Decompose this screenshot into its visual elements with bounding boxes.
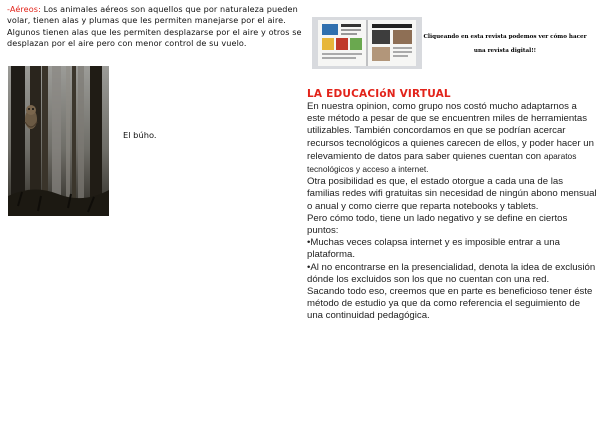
owl-forest-photo	[8, 66, 109, 216]
magazine-image-link[interactable]	[312, 17, 422, 69]
virtual-education-article	[307, 101, 597, 323]
opinion-text-tail: aparatos tecnológicos y acceso a internet.	[307, 150, 577, 175]
opinion-paragraph	[307, 101, 597, 176]
bullet-internet-collapse: •Muchas veces colapsa internet y es imposible entrar a una plataforma.	[307, 237, 560, 261]
state-proposal-paragraph: Otra posibilidad es que, el estado otorgue a cada una de las familias redes wifi gratuitas sin necesidad de ningún abono mensual o anual y como cierre que reparta notebooks y tablets.	[307, 176, 597, 212]
bullet-exclusion: •Al no encontrarse en la presencialidad, denota la idea de exclusión dónde los excluidos son los que no cuentan con una red.	[307, 261, 596, 285]
magazine-image	[312, 17, 422, 69]
aerial-animals-paragraph	[7, 4, 302, 50]
section-title: LA EDUCACIóN VIRTUAL	[307, 88, 451, 100]
opinion-text: En nuestra opinion, como grupo nos costó mucho adaptarnos a este método a pesar de que se encuentren miles de herramientas utilizables. También concordamos en que se podrían acercar recursos tecnológicos a quienes carecen de ellos, y poder hacer un relevamiento de datos para saber quienes cuentan con	[307, 101, 594, 162]
aerial-description: Los animales aéreos son aquellos que por naturaleza pueden volar, tienen alas y plumas que les permiten manejarse por el aire. Algunos tienen alas que les permiten desplazarse por el aire y otros se desplazan por el aire pero con menor control de su vuelo.	[7, 4, 302, 49]
owl-image	[8, 66, 109, 216]
aerial-label: -Aéreos:	[7, 4, 41, 14]
magazine-caption: Cliqueando en esta revista podemos ver cómo hacer una revista digital!!	[423, 34, 587, 54]
negative-side-paragraph: Pero cómo todo, tiene un lado negativo y se define en ciertos puntos:	[307, 212, 568, 237]
conclusion-paragraph: Sacando todo eso, creemos que en parte es beneficioso tener éste método de estudio ya que da como referencia el seguimiento de una continuidad pedagógica.	[307, 286, 593, 322]
owl-caption: El búho.	[123, 130, 157, 140]
